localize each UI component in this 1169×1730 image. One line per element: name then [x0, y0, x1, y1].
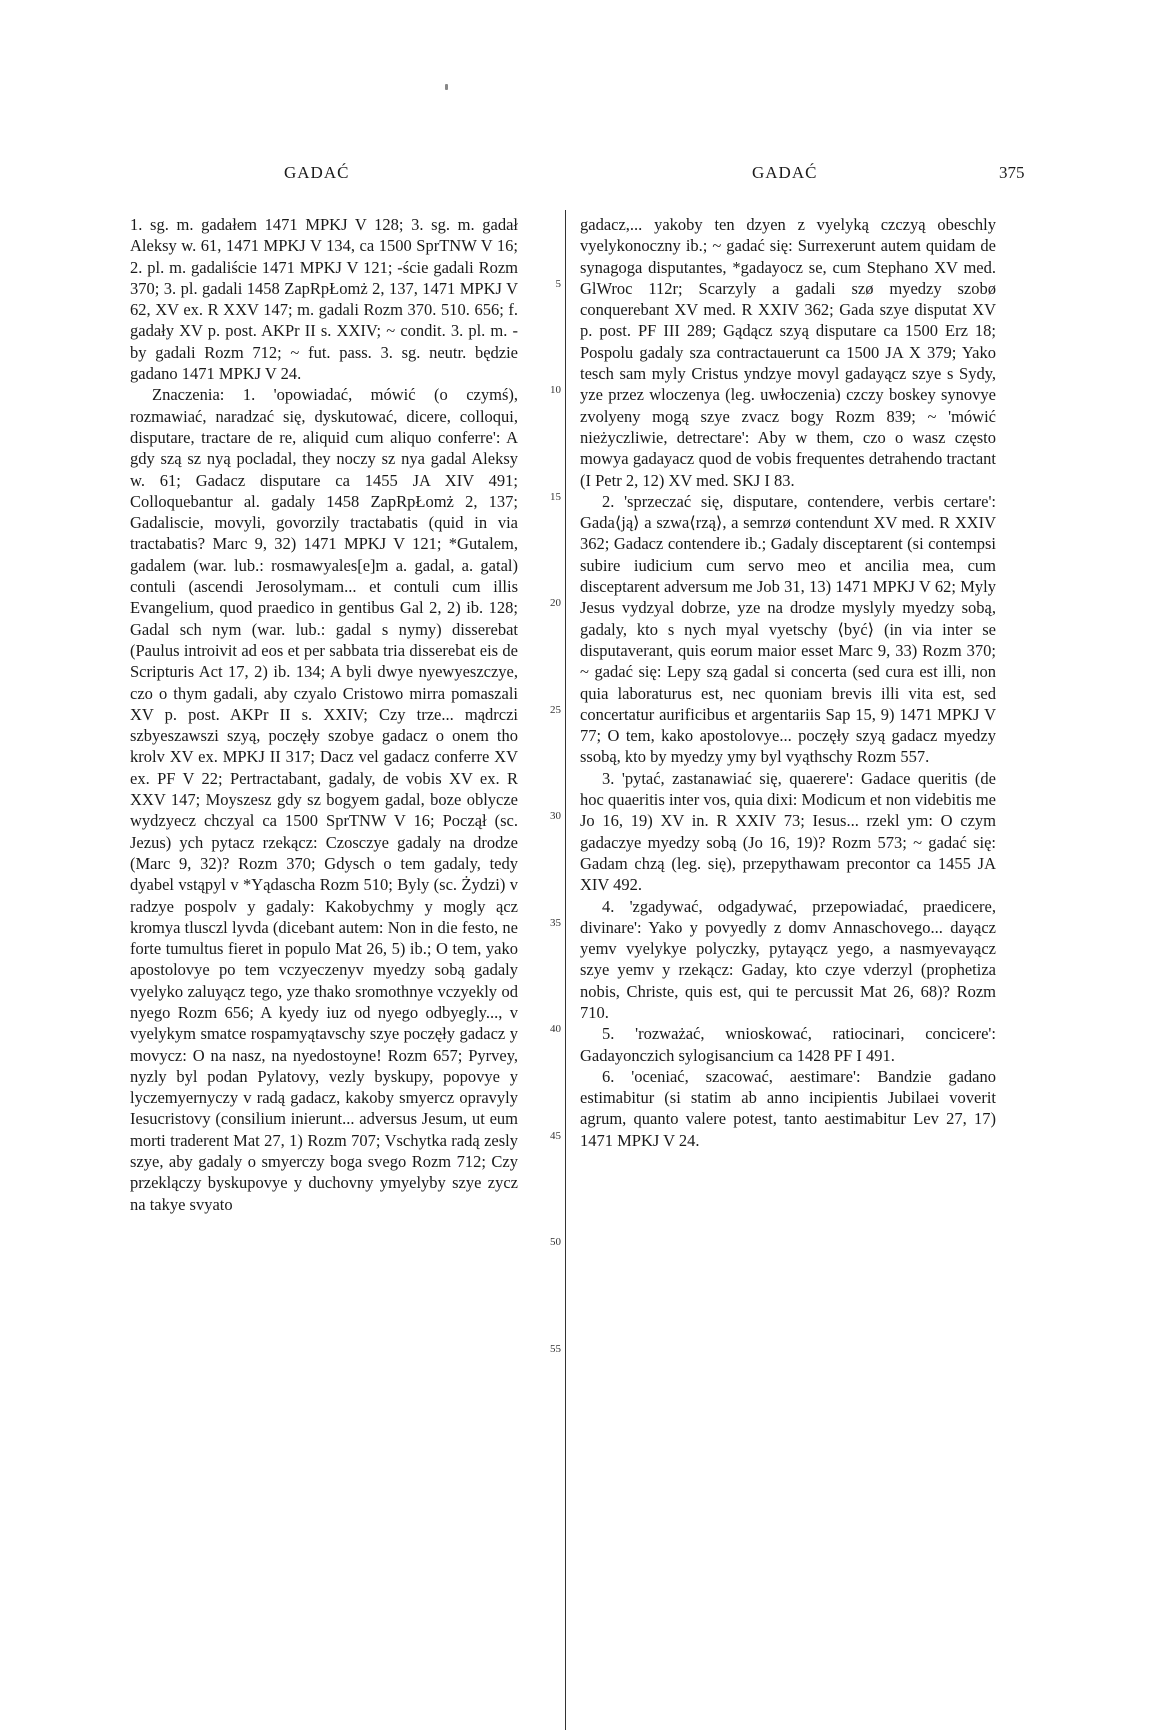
line-number: 5	[555, 278, 561, 290]
line-number: 15	[550, 491, 561, 503]
line-number: 50	[550, 1236, 561, 1248]
line-number: 40	[550, 1023, 561, 1035]
line-number: 35	[550, 917, 561, 929]
continuation-paragraph: gadacz,... yakoby ten dzyen z vyelyką czczyą obeschly vyelykonoczny ib.; ~ gadać się: Surrexerunt autem quidam de synagoga disputantes, *gadayocz se, cum Stephano XV med. GlWroc 112r; Scarzyly a gadali szø myedzy szobø conquerebant XV med. R XXIV 362; Gada szye disputat XV p. post. PF III 289; Gądącz szyą disputare ca 1500 Erz 18; Pospolu gadaly sza contractauerunt ca 1500 JA X 379; Yako tesch sam myly Cristus yndzye movyl gadayącz szye s Sydy, yze przez wloczenya (leg. uwłoczenia) czczy boskey synovye zvolyeny mogą szye zvacz bogy Rozm 839; ~ 'mówić nieżyczliwie, detrectare': Aby w them, czo o wasz często mowya gadayacz quod de vobis frequentes detrahendo tractant (I Petr 2, 12) XV med. SKJ I 83.	[580, 215, 996, 490]
column-divider	[565, 210, 566, 1730]
line-number: 45	[550, 1130, 561, 1142]
entry-forms-paragraph: 1. sg. m. gadałem 1471 MPKJ V 128; 3. sg. m. gadał Aleksy w. 61, 1471 MPKJ V 134, ca 1500 SprTNW V 16; 2. pl. m. gadaliście 1471 MPKJ V 121; -ście gadali Rozm 370; 3. pl. gadali 1458 ZapRpŁomż 2, 137, 1471 MPKJ V 62, XV ex. R XXV 147; m. gadali Rozm 370. 510. 656; f. gadały XV p. post. AKPr II s. XXIV; ~ condit. 3. pl. m. -by gadali Rozm 712; ~ fut. pass. 3. sg. neutr. będzie gadano 1471 MPKJ V 24.	[130, 215, 518, 384]
line-number: 10	[550, 384, 561, 396]
running-head-right: GADAĆ	[752, 163, 818, 182]
meaning-3-paragraph: 3. 'pytać, zastanawiać się, quaerere': Gadace queritis (de hoc quaeritis inter vos, quia dixi: Modicum et non videbitis me Jo 16, 19) XV in. R XXIV 73; Iesus... rzekl ym: O czym gadaczye myedzy sobą (Jo 16, 19)? Rozm 573; ~ gadać się: Gadam chzą (leg. się), przepythawam precontor ca 1455 JA XIV 492.	[580, 768, 996, 895]
meaning-2-paragraph: 2. 'sprzeczać się, disputare, contendere, verbis certare': Gada⟨ją⟩ a szwa⟨rzą⟩, a semrzø contendunt XV med. R XXIV 362; Gadacz contendere ib.; Gadaly disceptarent (si contempsi subire iudicium cum servo meo et ancilia mea, cum disceptarent adversum me Job 31, 13) 1471 MPKJ V 62; Myly Jesus vydzyal dobrze, yze na drodze myslyly myedzy sobą, gadaly, kto s nych myal vyetschy ⟨być⟩ (in via inter se disputaverant, quis eorum maior esset Marc 9, 33) Rozm 370; ~ gadać się: Lepy szą gadal si concerta (sed cura est illi, non quia laboraturus est, nec quoniam brevis illi vita est, sed concertatur aurificibus et argentariis Sap 15, 9) 1471 MPKJ V 77; O tem, kako apostolovye... poczęły szyą gadacz myedzy ssobą, kto by myedzy ymy byl vyąthschy Rozm 557.	[580, 491, 996, 767]
scan-mark	[445, 84, 448, 90]
meaning-6-paragraph: 6. 'oceniać, szacować, aestimare': Bandzie gadano estimabitur (si statim ab anno incipientis Jubilaei voverit agrum, quanto valere potest, tanto aestimabitur Lev 27, 17) 1471 MPKJ V 24.	[580, 1066, 996, 1150]
page-number: 375	[999, 163, 1025, 182]
line-number: 55	[550, 1343, 561, 1355]
meaning-1-paragraph: Znaczenia: 1. 'opowiadać, mówić (o czymś), rozmawiać, naradzać się, dyskutować, dicere, colloqui, disputare, tractare de re, aliquid cum aliquo conferre': A gdy szą sz nyą pocladal, they noczy sz nya gadal Aleksy w. 61; Gadacz disputare ca 1455 JA XIV 491; Colloquebantur al. gadaly 1458 ZapRpŁomż 2, 137; Gadaliscie, movyli, govorzily tractabatis (quid in via tractabatis? Marc 9, 32) 1471 MPKJ V 121; *Gutalem, gadalem (war. lub.: rosmawyales[e]m a. gadal, a. gatal) contuli (ascendi Jerosolymam... et contuli cum illis Evangelium, quod praedico in gentibus Gal 2, 2) ib. 128; Gadal sch nym (war. lub.: gadal s nymy) disserebat (Paulus introivit ad eos et per sabbata tria disserebat eis de Scripturis Act 17, 2) ib. 134; A byli dwye nyewyeszczye, czo o thym gadali, aby czyalo Cristowo mirra pomaszali XV p. post. AKPr II s. XXIV; Czy trze... mądrczi szbyeszawszi szyą, poczęły szobye gadacz o onem tho krolv XV ex. MPKJ II 317; Dacz vel gadacz conferre XV ex. PF V 22; Pertractabant, gadaly, de vobis XV ex. R XXV 147; Moyszesz gdy sz bogyem gadal, boze oblycze wydzyecz chczyal ca 1500 SprTNW V 16; Począł (sc. Jezus) ych pytacz rzekącz: Czosczye gadaly na drodze (Marc 9, 32)? Rozm 370; Gdysch o tem gadaly, tedy dyabel vstąpyl v *Yądascha Rozm 510; Byly (sc. Żydzi) v radzye pospolv y gadaly: Kakobychmy y mogly ącz kromya tlusczl lyvda (dicebant autem: Non in die festo, ne forte tumultus fieret in populo Mat 26, 5) ib.; O tem, yako apostolovye po tem vczyeczenyv myedzy sobą gadaly vyelyko zaluyącz tego, yze thako sromothnye vczyekly od nyego Rozm 656; A kyedy iuz od nyego odbyegly..., v vyelykym smatce rospamyątavschy szye poczęły gadacz y movycz: O na nasz, na nyedostoyne! Rozm 657; Pyrvey, nyzly byl podan Pylatovy, vezly byskupy, popovye y lyczemyernyczy v radą gadacz, kakoby smyercz opravyly Iesucristovy (consilium inierunt... adversus Jesum, ut eum morti traderent Mat 27, 1) Rozm 707; Vschytka radą zesly szye, aby gadaly o smyerczy boga svego Rozm 712; Czy przeklączy byskupovye y duchovny ymyelyby szye zycz na takye svyato	[130, 385, 518, 1214]
meaning-5-paragraph: 5. 'rozważać, wnioskować, ratiocinari, concicere': Gadayonczich sylogisancium ca 1428 PF I 491.	[580, 1024, 996, 1065]
left-column	[130, 214, 518, 1215]
line-number: 25	[550, 704, 561, 716]
line-number: 20	[550, 597, 561, 609]
running-head-left: GADAĆ	[284, 163, 350, 182]
right-column	[580, 214, 996, 1151]
line-number: 30	[550, 810, 561, 822]
meaning-4-paragraph: 4. 'zgadywać, odgadywać, przepowiadać, praedicere, divinare': Yako y povyedly z domv Annaschovego... dayącz yemv vyelykye polyczky, pytayącz yego, a nasmyevayącz szye yemv y rzekącz: Gaday, kto czye vderzyl (prophetiza nobis, Christe, quis est, qui te percussit Mat 26, 68)? Rozm 710.	[580, 896, 996, 1022]
